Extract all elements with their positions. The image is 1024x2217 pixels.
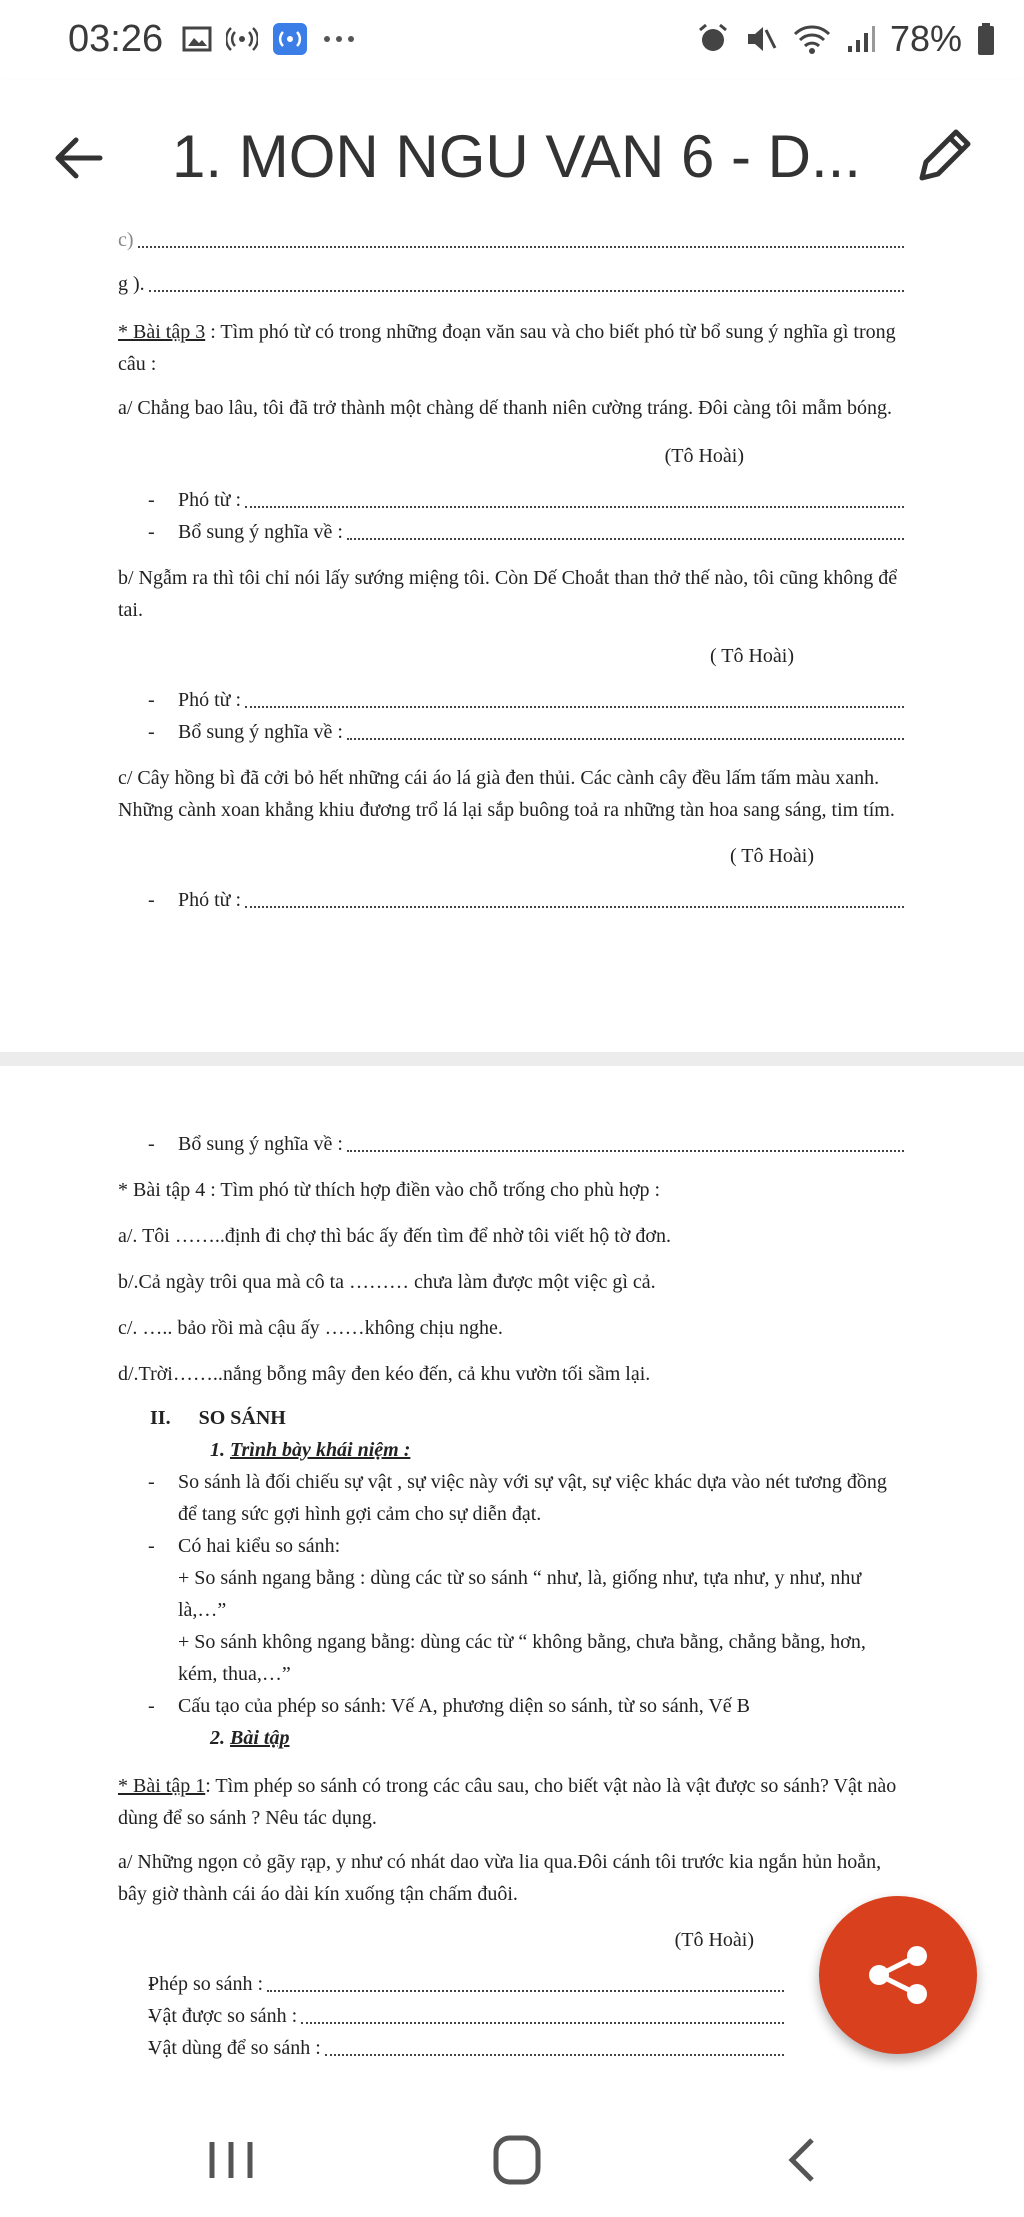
exercise-4-b: b/.Cả ngày trôi qua mà cô ta ……… chưa làm được một việc gì cả. bbox=[118, 1271, 656, 1293]
share-icon bbox=[819, 1896, 977, 2054]
document-page-1 bbox=[0, 229, 1024, 1052]
passage-b-author: ( Tô Hoài) bbox=[709, 645, 794, 667]
status-time: 03:26 bbox=[68, 18, 164, 60]
vat-duoc-so-sanh-line: - Vật được so sánh : bbox=[118, 2000, 904, 2032]
status-notification-icons bbox=[182, 22, 356, 56]
exercise-3-text: : Tìm phó từ có trong những đoạn văn sau và cho biết phó từ bổ sung ý nghĩa gì trong câu : bbox=[118, 321, 896, 375]
section-2-heading: II. SO SÁNH bbox=[150, 1407, 286, 1429]
passage-a: a/ Chẳng bao lâu, tôi đã trở thành một chàng dế thanh niên cường tráng. Đôi càng tôi mẫm bóng. bbox=[118, 397, 893, 419]
exercise-4-d: d/.Trời……..nắng bỗng mây đen kéo đến, cả khu vườn tối sầm lại. bbox=[118, 1363, 651, 1385]
subsection-1-heading: 1. Trình bày khái niệm : bbox=[210, 1439, 411, 1461]
answer-line-g: g ). bbox=[118, 268, 904, 300]
answer-line-c: c) bbox=[118, 232, 904, 256]
wifi-icon bbox=[792, 22, 832, 56]
arrow-left-icon[interactable] bbox=[50, 130, 106, 186]
battery-percent: 78% bbox=[889, 18, 962, 59]
app-bar bbox=[0, 80, 1024, 232]
page2-content bbox=[118, 1128, 904, 2064]
passage-c-pho-tu-line: - Phó từ : bbox=[118, 884, 904, 916]
alarm-icon bbox=[696, 22, 730, 56]
document-title: 1. MON NGU VAN 6 - D... bbox=[172, 123, 861, 190]
exercise-1-passage-a: a/ Những ngọn cỏ gãy rạp, y như có nhát dao vừa lia qua.Đôi cánh tôi trước kia ngắn hủn hoẳn, bây giờ thành cái áo dài kín xuống tận chấm đuôi. bbox=[118, 1851, 882, 1905]
passage-a-author: (Tô Hoài) bbox=[664, 445, 744, 467]
vat-dung-so-sanh-line: - Vật dùng để so sánh : bbox=[118, 2032, 904, 2064]
home-icon[interactable] bbox=[482, 2130, 552, 2190]
signal-icon bbox=[846, 24, 876, 54]
pencil-icon[interactable] bbox=[912, 122, 978, 188]
exercise-4-heading: * Bài tập 4 : Tìm phó từ thích hợp điền vào chỗ trống cho phù hợp : bbox=[118, 1179, 661, 1201]
passage-b: b/ Ngẫm ra thì tôi chỉ nói lấy sướng miệng tôi. Còn Dế Choắt than thở thế nào, tôi cũng không để tai. bbox=[118, 567, 898, 621]
share-button[interactable] bbox=[819, 1896, 977, 2054]
gallery-icon bbox=[182, 25, 212, 53]
hotspot-icon bbox=[226, 24, 258, 54]
recent-apps-icon[interactable] bbox=[196, 2130, 266, 2190]
battery-icon bbox=[976, 22, 996, 56]
passage-b-bo-sung-line: - Bổ sung ý nghĩa về : bbox=[118, 716, 904, 748]
exercise-3-label: * Bài tập 3 bbox=[118, 321, 206, 343]
status-bar bbox=[0, 0, 1024, 80]
exercise-3-heading bbox=[118, 316, 904, 380]
exercise-4-a: a/. Tôi ……..định đi chợ thì bác ấy đến tìm để nhờ tôi viết hộ tờ đơn. bbox=[118, 1225, 671, 1247]
navigation-bar bbox=[0, 2106, 1024, 2217]
passage-b-pho-tu-line: - Phó từ : bbox=[118, 684, 904, 716]
hotspot-active-icon bbox=[272, 22, 308, 56]
subsection-2-heading: 2. Bài tập bbox=[210, 1727, 290, 1749]
passage-c: c/ Cây hồng bì đã cởi bỏ hết những cái áo lá già đen thủi. Các cành cây đều lấm tấm màu xanh. Những cành xoan khẳng khiu đương trổ lá lại sắp buông toả ra những tàn hoa sang sáng, tim tím. bbox=[118, 767, 895, 821]
exercise-1-label: * Bài tập 1 bbox=[118, 1775, 206, 1797]
kind-1: + So sánh ngang bằng : dùng các từ so sánh “ như, là, giống như, tựa như, y như, như là,…” bbox=[178, 1567, 862, 1621]
kind-2: + So sánh không ngang bằng: dùng các từ “ không bằng, chưa bằng, chẳng bằng, hơn, kém, thua,…” bbox=[178, 1631, 866, 1685]
more-icon bbox=[322, 34, 356, 44]
passage-a-pho-tu-line: - Phó từ : bbox=[118, 484, 904, 516]
definition-item: - So sánh là đối chiếu sự vật , sự việc này với sự vật, sự việc khác dựa vào nét tương đồng để tang sức gợi hình gợi cảm cho sự diễn đạt. bbox=[118, 1466, 904, 1530]
kinds-item: - Có hai kiểu so sánh: bbox=[118, 1530, 904, 1562]
exercise-4-c: c/. ….. bảo rồi mà cậu ấy ……không chịu nghe. bbox=[118, 1317, 503, 1339]
exercise-1-author: (Tô Hoài) bbox=[674, 1929, 754, 1951]
exercise-1-heading bbox=[118, 1770, 904, 1834]
passage-a-bo-sung-line: - Bổ sung ý nghĩa về : bbox=[118, 516, 904, 548]
status-system-icons bbox=[696, 18, 996, 60]
mute-icon bbox=[744, 22, 778, 56]
structure-item: - Cấu tạo của phép so sánh: Vế A, phương diện so sánh, từ so sánh, Vế B bbox=[118, 1690, 904, 1722]
phep-so-sanh-line: - Phép so sánh : bbox=[118, 1968, 904, 2000]
exercise-1-text: : Tìm phép so sánh có trong các câu sau, cho biết vật nào là vật được so sánh? Vật nào dùng để so sánh ? Nêu tác dụng. bbox=[118, 1775, 897, 1829]
passage-c-author: ( Tô Hoài) bbox=[729, 845, 814, 867]
passage-c-bo-sung-line: - Bổ sung ý nghĩa về : bbox=[118, 1128, 904, 1160]
page1-content bbox=[118, 229, 904, 916]
nav-back-icon[interactable] bbox=[768, 2130, 838, 2190]
